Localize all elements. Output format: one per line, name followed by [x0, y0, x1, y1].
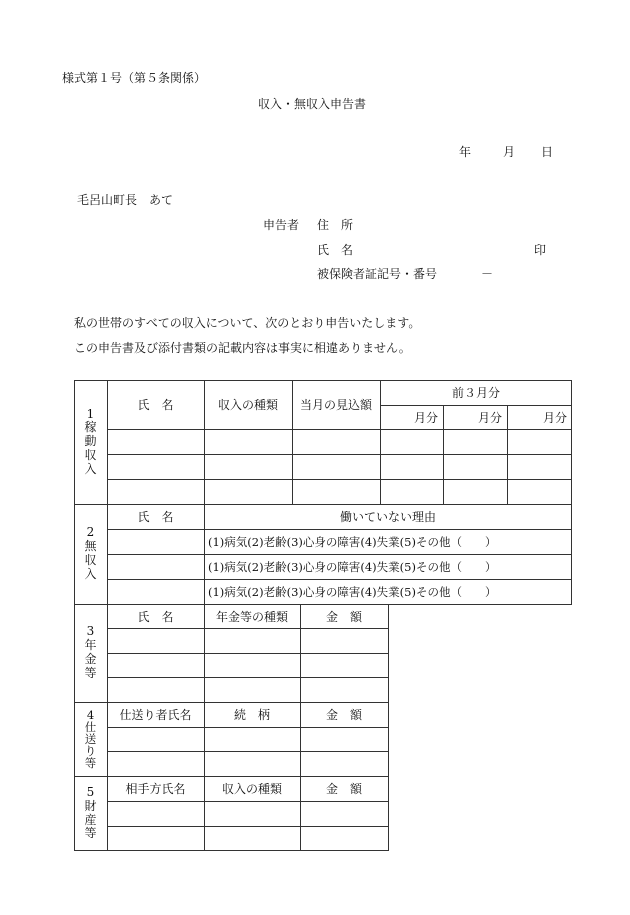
section3-label-char: 金	[84, 652, 97, 666]
section2-header-reason: 働いていない理由	[339, 510, 436, 524]
section5-label	[74, 776, 107, 851]
section3-header-name: 氏 名	[137, 609, 174, 624]
form-title: 収入・無収入申告書	[258, 97, 367, 111]
section2-label-char: 収	[84, 553, 97, 567]
section1-label	[74, 380, 107, 504]
section5-header-name: 相手方氏名	[125, 782, 186, 796]
section1-header-name: 氏 名	[137, 398, 174, 412]
section1-header-month-3: 月分	[542, 410, 567, 425]
applicant-label: 申告者	[263, 218, 300, 232]
form-number: 様式第１号（第５条関係）	[62, 71, 207, 85]
section2-header-name: 氏 名	[137, 510, 174, 524]
section5-label-char: 財	[84, 798, 97, 813]
date-day-label: 日	[541, 145, 554, 159]
section4-header-relation: 続 柄	[233, 708, 270, 722]
section3-label-char: 年	[84, 638, 97, 653]
section5-header-amount: 金 額	[325, 782, 362, 796]
section4-label-number: 4	[86, 707, 95, 722]
section2-label-number: 2	[86, 525, 95, 540]
insurance-number-label: 被保険者証記号・番号	[317, 267, 438, 281]
applicant-address-label: 住 所	[317, 218, 354, 232]
section2-label-char: 無	[84, 539, 97, 554]
section1-label-number: 1	[86, 406, 95, 421]
section5-label-number: 5	[86, 784, 95, 799]
section4-label-char: 仕	[84, 719, 97, 734]
section1-header-estimate: 当月の見込額	[299, 398, 372, 412]
section4-label-char: り	[84, 744, 97, 759]
section1-header-type: 収入の種類	[217, 398, 278, 412]
section4-label-char: 送	[84, 731, 97, 746]
section4-label-char: 等	[84, 756, 97, 771]
seal-mark: 印	[534, 243, 547, 257]
section3-header-amount: 金 額	[325, 609, 362, 624]
section2-reason-options-row-2: (1)病気(2)老齢(3)心身の障害(4)失業(5)その他（ ）	[208, 559, 497, 574]
section2-reason-options-row-3: (1)病気(2)老齢(3)心身の障害(4)失業(5)その他（ ）	[208, 584, 497, 599]
section5-label-char: 等	[84, 826, 97, 841]
section1-label-char: 動	[84, 434, 97, 449]
section4-label	[74, 702, 107, 776]
section3-label-char: 等	[84, 665, 97, 680]
section3-header-type: 年金等の種類	[215, 609, 288, 624]
section2-label-char: 入	[84, 566, 97, 581]
declaration-line-2: この申告書及び添付書類の記載内容は事実に相違ありません。	[74, 341, 411, 355]
section1-header-month-1: 月分	[413, 410, 438, 425]
section2-label	[74, 504, 107, 604]
section1-header-prev-3-months: 前３月分	[451, 386, 500, 400]
date-month-label: 月	[503, 145, 516, 159]
date-year-label: 年	[459, 145, 472, 159]
section1-header-month-2: 月分	[477, 410, 502, 425]
applicant-name-label: 氏 名	[317, 243, 354, 257]
section1-label-char: 入	[84, 461, 97, 476]
section1-label-char: 稼	[84, 420, 97, 435]
addressee: 毛呂山町長 あて	[77, 193, 174, 207]
section4-header-name: 仕送り者氏名	[119, 708, 192, 722]
section3-label-number: 3	[86, 624, 95, 639]
section1-label-char: 収	[84, 447, 97, 462]
section4-header-amount: 金 額	[325, 708, 362, 722]
section2-reason-options-row-1: (1)病気(2)老齢(3)心身の障害(4)失業(5)その他（ ）	[208, 534, 497, 549]
section5-header-type: 収入の種類	[221, 782, 282, 796]
section5-label-char: 産	[84, 812, 97, 827]
insurance-number-dash: －	[481, 267, 494, 281]
declaration-line-1: 私の世帯のすべての収入について、次のとおり申告いたします。	[74, 316, 421, 330]
section3-label	[74, 604, 107, 702]
